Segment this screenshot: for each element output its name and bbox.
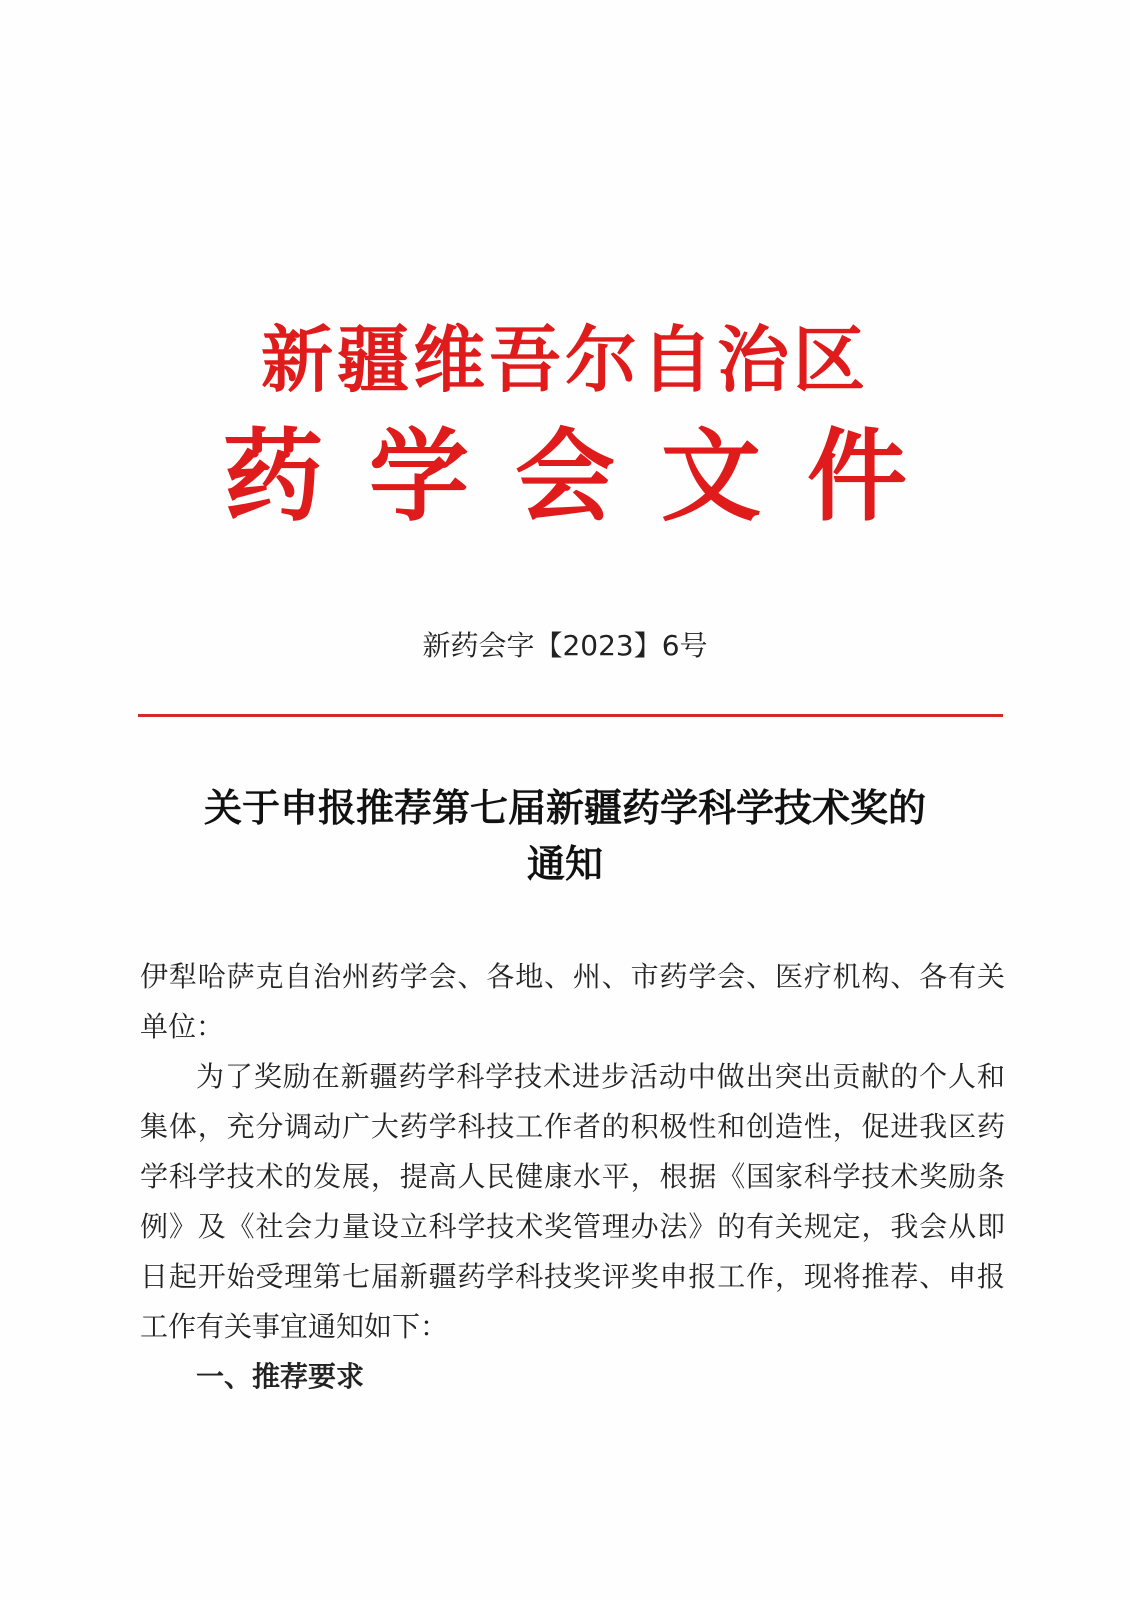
red-divider-line: [138, 714, 1003, 717]
issuer-name: 新疆维吾尔自治区: [260, 317, 869, 402]
notice-title: [130, 780, 1000, 892]
body-paragraph: 为了奖励在新疆药学科学技术进步活动中做出突出贡献的个人和集体，充分调动广大药学科技工作者的积极性和创造性，促进我区药学科学技术的发展，提高人民健康水平，根据《国家科学技术奖励条例》及《社会力量设立科学技术奖管理办法》的有关规定，我会从即日起开始受理第七届新疆药学科技奖评奖申报工作，现将推荐、申报工作有关事宜通知如下：: [140, 1060, 1005, 1343]
notice-title-line1: 关于申报推荐第七届新疆药学科学技术奖的: [203, 785, 926, 830]
section-heading: 一、推荐要求: [196, 1360, 365, 1393]
document-number: 新药会字【2023】6号: [422, 629, 708, 662]
notice-body: [140, 952, 1005, 1402]
document-type-heading: 药学会文件: [223, 417, 953, 535]
recipients-line: 伊犁哈萨克自治州药学会、各地、州、市药学会、医疗机构、各有关单位：: [140, 960, 1005, 1043]
notice-title-line2: 通知: [526, 841, 603, 886]
